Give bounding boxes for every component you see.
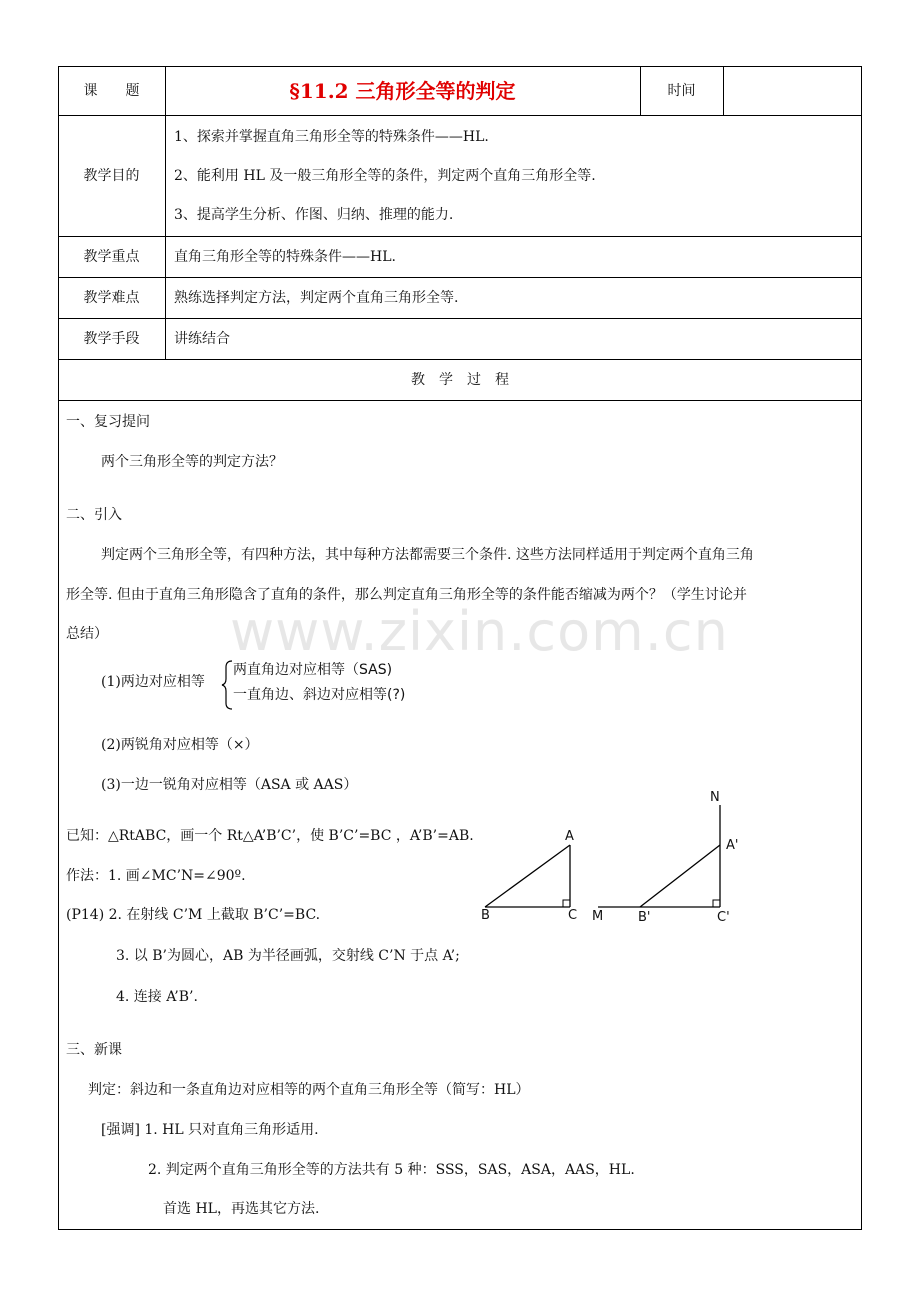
construction-step: 4. 连接 A’B’. [116,989,198,1005]
label-vertex-c-prime: C' [717,910,730,925]
lesson-title: §11.2 三角形全等的判定 [289,79,516,103]
construction-step: (P14) 2. 在射线 C’M 上截取 B’C’=BC. [66,907,321,923]
key-point-value: 直角三角形全等的特殊条件——HL. [174,249,396,265]
label-point-m: M [592,909,604,924]
triangle-abc-prime [598,805,720,907]
method-value: 讲练结合 [174,331,230,347]
emphasis-note: 2. 判定两个直角三角形全等的方法共有 5 种：SSS，SAS，ASA，AAS，HL. [148,1162,635,1178]
process-title: 教 学 过 程 [411,372,509,388]
construction-step: 3. 以 B’为圆心，AB 为半径画弧，交射线 C’N 于点 A’; [116,948,460,964]
new-lesson-heading: 三、新课 [66,1042,122,1058]
given-statement: 已知：△RtABC，画一个 Rt△A’B’C’，使 B’C’=BC ，A’B’=AB. [66,828,474,844]
difficulty-label: 教学难点 [83,290,140,306]
label-vertex-a-prime: A' [726,838,739,853]
case3: (3)一边一锐角对应相等（ASA 或 AAS） [101,777,358,793]
time-label: 时间 [667,83,696,99]
key-point-label: 教学重点 [83,249,140,265]
objective-item: 1、探索并掌握直角三角形全等的特殊条件——HL. [174,129,489,145]
review-question: 两个三角形全等的判定方法？ [101,454,283,470]
topic-label: 课 题 [83,83,140,99]
case1-option-a: 两直角边对应相等（SAS) [233,662,393,678]
review-heading: 一、复习提问 [66,414,150,430]
label-point-n: N [710,790,720,805]
emphasis-note: [强调] 1. HL 只对直角三角形适用. [101,1122,319,1138]
case2: (2)两锐角对应相等（×） [101,737,259,753]
label-vertex-c: C [568,908,578,923]
construction-step: 作法：1. 画∠MC’N=∠90º. [66,868,246,884]
intro-heading: 二、引入 [66,507,122,523]
emphasis-note: 首选 HL，再选其它方法. [163,1201,320,1217]
label-vertex-b: B [481,908,490,923]
intro-paragraph: 判定两个三角形全等，有四种方法，其中每种方法都需要三个条件. 这些方法同样适用于判定两个直角三角 [101,547,754,563]
hl-theorem: 判定：斜边和一条直角边对应相等的两个直角三角形全等（简写：HL） [88,1082,530,1098]
triangle-abc [485,845,570,907]
objective-item: 2、能利用 HL 及一般三角形全等的条件，判定两个直角三角形全等. [174,168,596,184]
case1-option-b: 一直角边、斜边对应相等(?) [233,687,406,703]
method-label: 教学手段 [83,331,140,347]
label-vertex-b-prime: B' [638,910,651,925]
objective-item: 3、提高学生分析、作图、归纳、推理的能力. [174,207,454,223]
objectives-label: 教学目的 [83,168,140,184]
case1-label: (1)两边对应相等 [101,674,205,690]
intro-paragraph: 总结） [66,626,108,642]
label-vertex-a: A [565,829,574,844]
intro-paragraph: 形全等. 但由于直角三角形隐含了直角的条件，那么判定直角三角形全等的条件能否缩减为两个？（学生讨论并 [66,587,747,603]
difficulty-value: 熟练选择判定方法，判定两个直角三角形全等. [174,290,459,306]
watermark: www.zixin.com.cn [230,600,729,663]
